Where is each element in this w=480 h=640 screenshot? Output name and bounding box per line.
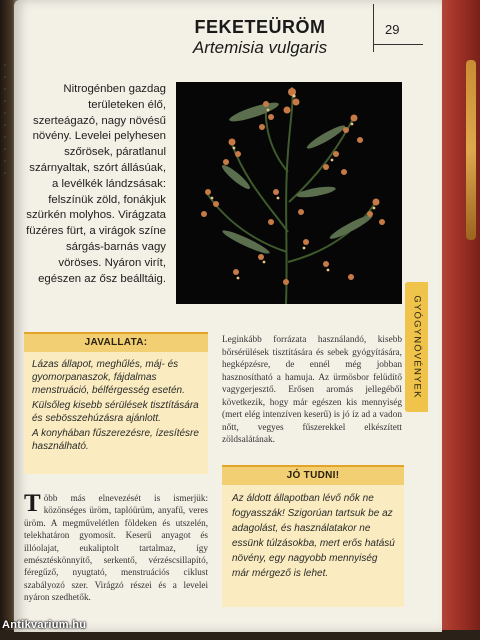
dropcap-letter: T [24,490,41,517]
good-to-know-text: Az áldott állapotban lévő nők ne fogyasszák! Szigorúan tartsuk be az adagolást, és használatakor ne essünk túlzásokba, mert erős hatású növény, egy nagyobb mennyiség már mérgező is lehet. [232,493,395,579]
indications-paragraph: Lázas állapot, meghűlés, máj- és gyomorpanaszok, fájdalmas menstruáció, bélférgesség esetén. [32,359,185,396]
good-to-know-body [222,485,404,581]
indications-title: JAVALLATA: [24,334,208,352]
watermark: Antikvarium.hu [2,619,87,631]
book-cover-edge [440,0,480,640]
indications-box [24,332,208,474]
plant-photo [176,82,402,304]
cover-gold-detail [466,60,476,240]
indications-paragraph: A konyhában fűszerezésre, ízesítésre használható. [32,428,199,452]
body-text-right [222,334,402,447]
plant-latin-name: Artemisia vulgaris [192,38,328,57]
body-left-paragraph: öbb más elnevezését is ismerjük: közönséges üröm, taplóürüm, anyafű, veres üröm. A megművelétlen földeken és utszelén, telekhatáron gyomosít. Keserű anyagot és illóolajat, eukaliptolt tartalmaz, így emésztéskönnyítő, serkentő, vérzéscsillapító, féregűző, nyugtató, menstruációs ciklust szabályozó szer. Virágzó részei és a levelei nyáron szedhetők. [24,493,208,603]
intro-paragraph: Nitrogénben gazdag területeken élő, szerteágazó, nagy növésű növény. Levelei pelyhesen szőrösek, páratlanul szárnyaltak, szórt állásúak, a levélkék lándzsásak: felszínük zöld, fonákjuk szürkén molyhos. Virágzata füzéres fürt, a virágok színe sárgás-barnás vagy vöröses. Nyáron virít, egészen az ősz beálltáig. [26,83,166,285]
left-margin-print-marks: · · · · · · · · · · [3,62,7,177]
plant-illustration [176,82,402,304]
good-to-know-title: JÓ TUDNI! [222,467,404,485]
page-number: 29 [385,22,400,37]
good-to-know-box [222,465,404,607]
indications-body [24,352,208,453]
header-rule-horizontal [373,44,423,45]
section-tab-label: GYÓGYNÖVÉNYEK [411,295,423,399]
body-text-left [24,492,208,604]
body-right-paragraph: Leginkább forrázata használandó, kisebb bőrsérülések tisztítására és sebek gyógyítására, hegképzésre, de ennél még jobban hasznosítható a hamuja. Az ürmösbor felüdítő vagygerjesztő. Erősen aromás jellegéből következik, hogy már egészen kis mennyiség (mert elég intenzíven keserű) is jó íz ad a vadon nőtt, vegyes fűszerekkel elkészített zöldsalátának. [222,335,402,445]
indications-paragraph: Külsőleg kisebb sérülések tisztítására és sebösszehúzásra ajánlott. [32,400,199,424]
plant-title: FEKETEÜRÖM [194,17,326,37]
